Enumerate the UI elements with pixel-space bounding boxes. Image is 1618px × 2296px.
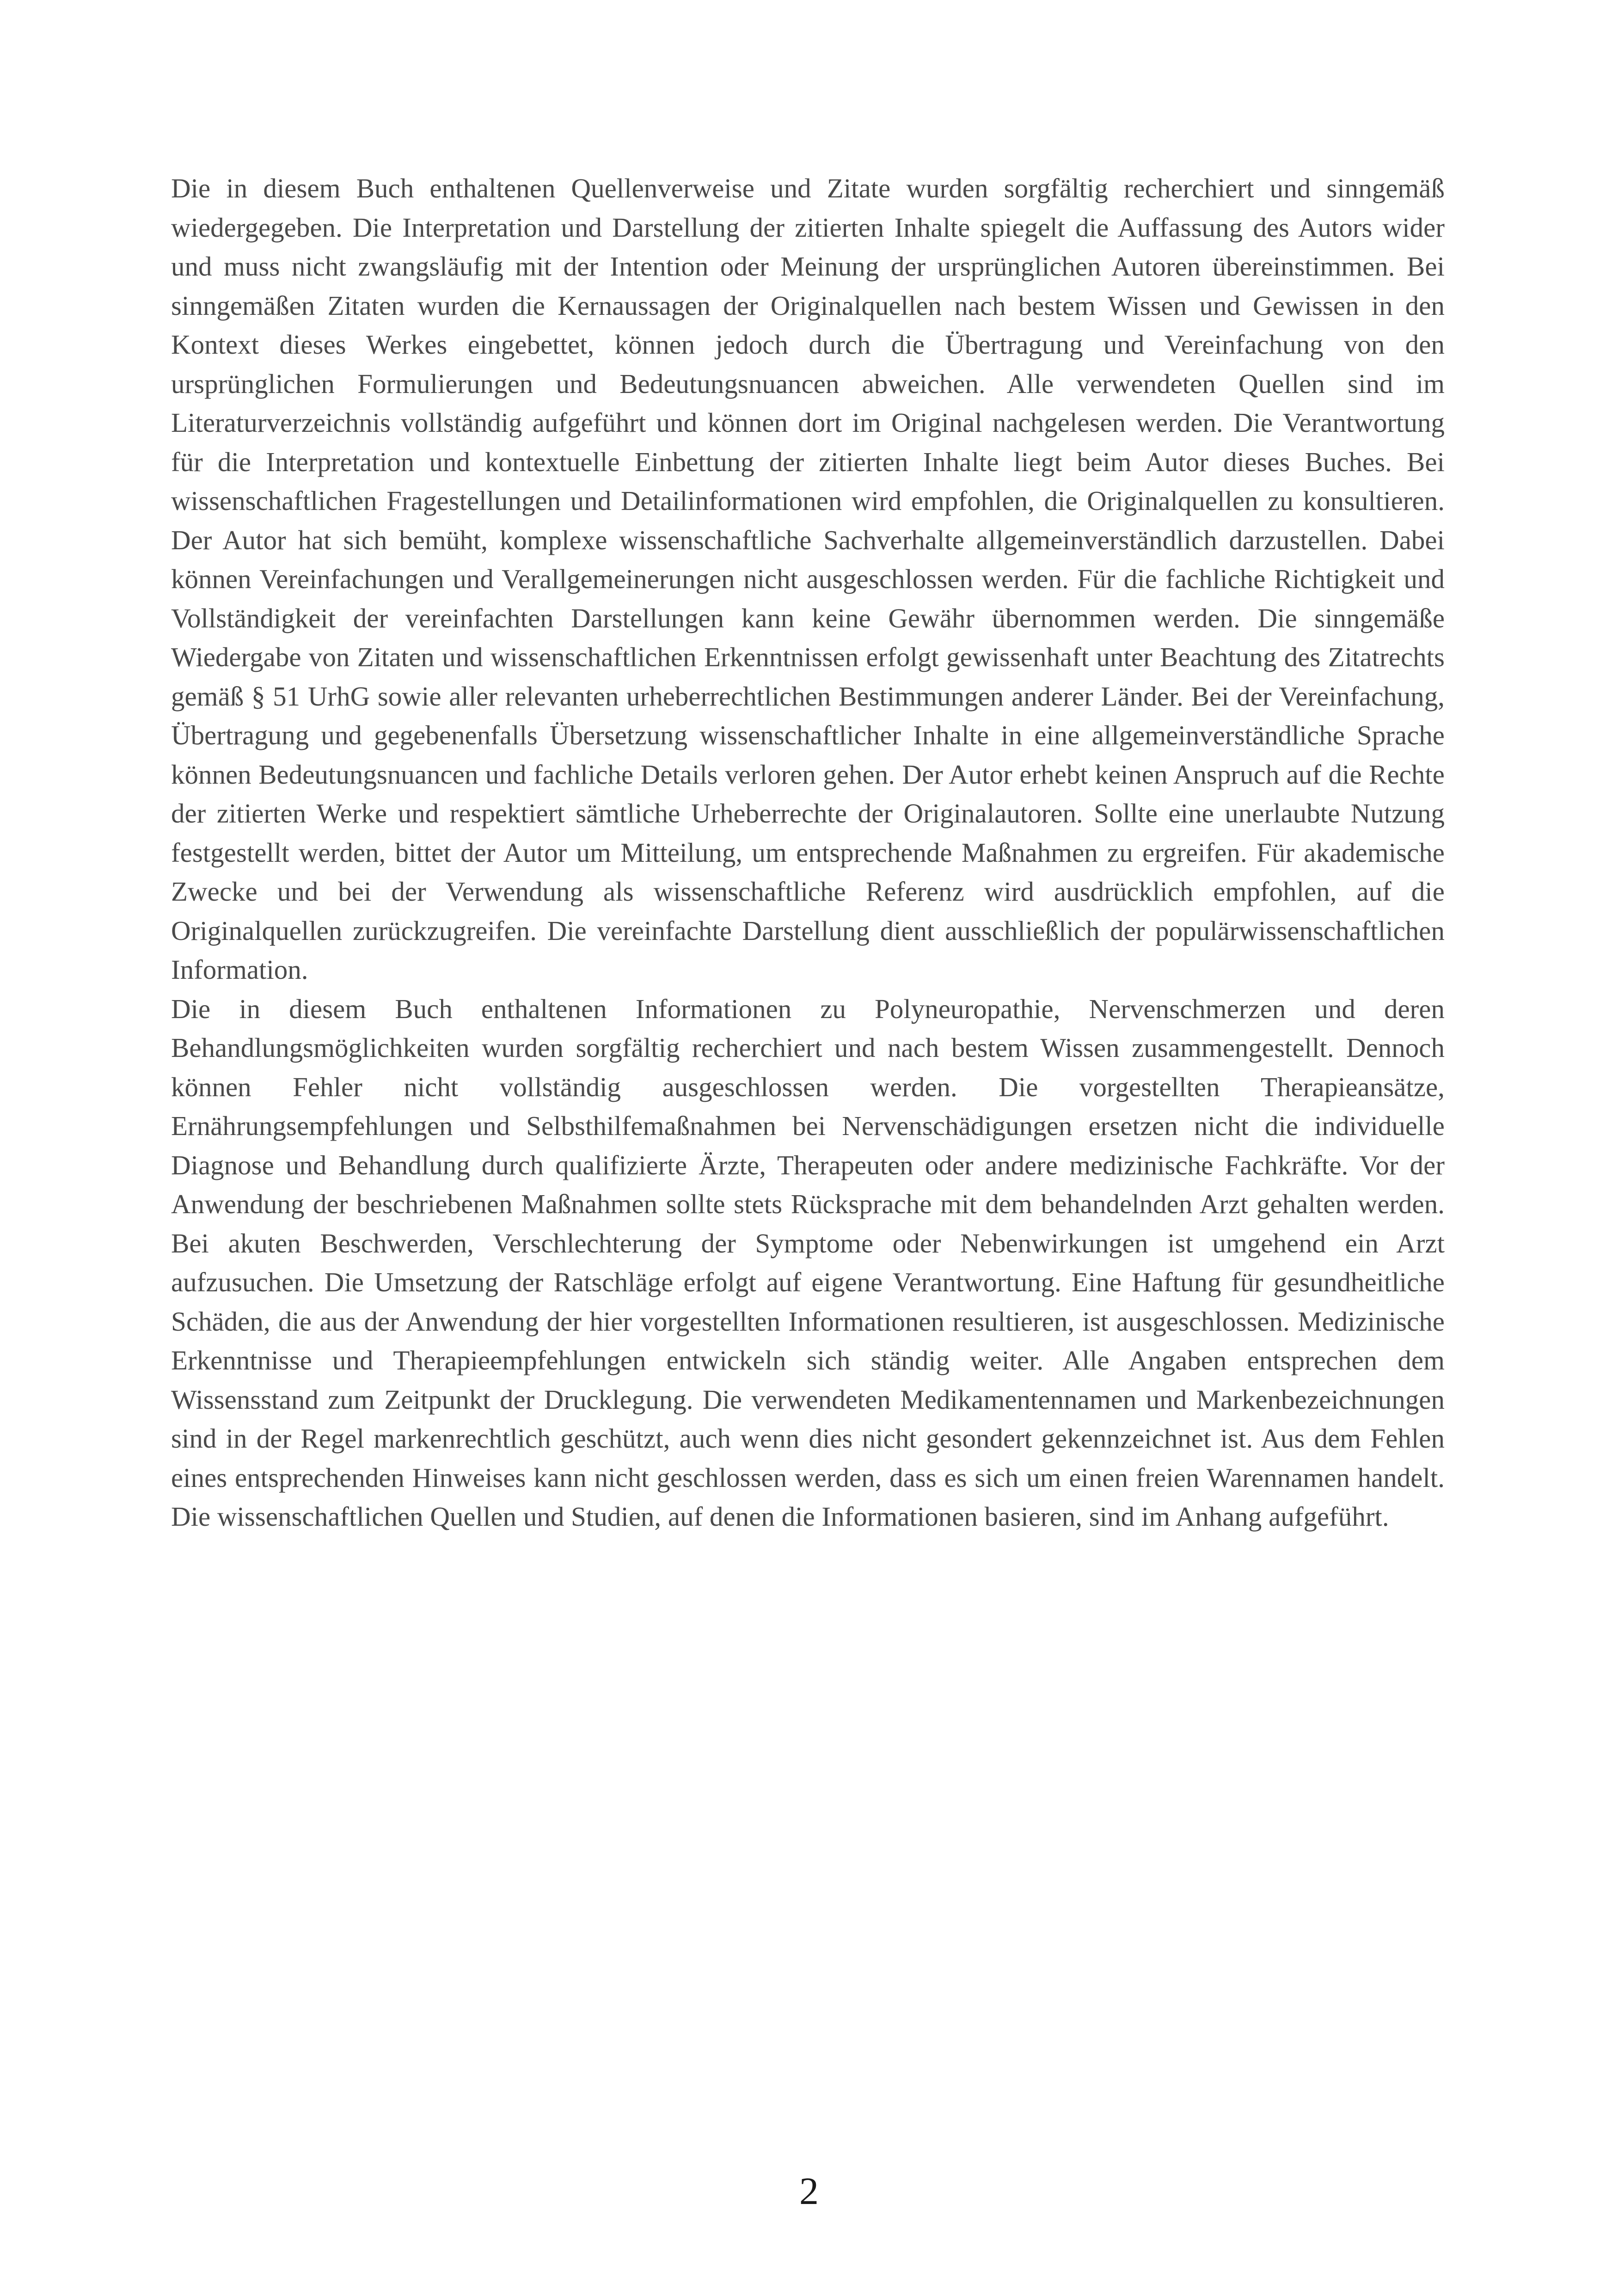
paragraph-medical-disclaimer: Die in diesem Buch enthaltenen Informationen zu Polyneuropathie, Nervenschmerzen und deren Behandlungsmöglichkeiten wurden sorgfältig recherchiert und nach bestem Wissen zusammengestellt. Dennoch können Fehler nicht vollständig ausgeschlossen werden. Die vorgestellten Therapieansätze, Ernährungsempfehlungen und Selbsthilfemaßnahmen bei Nervenschädigungen ersetzen nicht die individuelle Diagnose und Behandlung durch qualifizierte Ärzte, Therapeuten oder andere medizinische Fachkräfte. Vor der Anwendung der beschriebenen Maßnahmen sollte stets Rücksprache mit dem behandelnden Arzt gehalten werden. Bei akuten Beschwerden, Verschlechterung der Symptome oder Nebenwirkungen ist umgehend ein Arzt aufzusuchen. Die Umsetzung der Ratschläge erfolgt auf eigene Verantwortung. Eine Haftung für gesundheitliche Schäden, die aus der Anwendung der hier vorgestellten Informationen resultieren, ist ausgeschlossen. Medizinische Erkenntnisse und Therapieempfehlungen entwickeln sich ständig weiter. Alle Angaben entsprechen dem Wissensstand zum Zeitpunkt der Drucklegung. Die verwendeten Medikamentennamen und Markenbezeichnungen sind in der Regel markenrechtlich geschützt, auch wenn dies nicht gesondert gekennzeichnet ist. Aus dem Fehlen eines entsprechenden Hinweises kann nicht geschlossen werden, dass es sich um einen freien Warennamen handelt. Die wissenschaftlichen Quellen und Studien, auf denen die Informationen basieren, sind im Anhang aufgeführt. [171,993,1445,1532]
body-text [171,169,1445,1536]
paragraph-citation-disclaimer: Die in diesem Buch enthaltenen Quellenverweise und Zitate wurden sorgfältig recherchiert und sinngemäß wiedergegeben. Die Interpretation und Darstellung der zitierten Inhalte spiegelt die Auffassung des Autors wider und muss nicht zwangsläufig mit der Intention oder Meinung der ursprünglichen Autoren übereinstimmen. Bei sinngemäßen Zitaten wurden die Kernaussagen der Originalquellen nach bestem Wissen und Gewissen in den Kontext dieses Werkes eingebettet, können jedoch durch die Übertragung und Vereinfachung von den ursprünglichen Formulierungen und Bedeutungsnuancen abweichen. Alle verwendeten Quellen sind im Literaturverzeichnis vollständig aufgeführt und können dort im Original nachgelesen werden. Die Verantwortung für die Interpretation und kontextuelle Einbettung der zitierten Inhalte liegt beim Autor dieses Buches. Bei wissenschaftlichen Fragestellungen und Detailinformationen wird empfohlen, die Originalquellen zu konsultieren. Der Autor hat sich bemüht, komplexe wissenschaftliche Sachverhalte allgemeinverständlich darzustellen. Dabei können Vereinfachungen und Verallgemeinerungen nicht ausgeschlossen werden. Für die fachliche Richtigkeit und Vollständigkeit der vereinfachten Darstellungen kann keine Gewähr übernommen werden. Die sinngemäße Wiedergabe von Zitaten und wissenschaftlichen Erkenntnissen erfolgt gewissenhaft unter Beachtung des Zitatrechts gemäß § 51 UrhG sowie aller relevanten urheberrechtlichen Bestimmungen anderer Länder. Bei der Vereinfachung, Übertragung und gegebenenfalls Übersetzung wissenschaftlicher Inhalte in eine allgemeinverständliche Sprache können Bedeutungsnuancen und fachliche Details verloren gehen. Der Autor erhebt keinen Anspruch auf die Rechte der zitierten Werke und respektiert sämtliche Urheberrechte der Originalautoren. Sollte eine unerlaubte Nutzung festgestellt werden, bittet der Autor um Mitteilung, um entsprechende Maßnahmen zu ergreifen. Für akademische Zwecke und bei der Verwendung als wissenschaftliche Referenz wird ausdrücklich empfohlen, auf die Originalquellen zurückzugreifen. Die vereinfachte Darstellung dient ausschließlich der populärwissenschaftlichen Information. [171,173,1445,985]
page-number: 2 [799,2170,819,2213]
